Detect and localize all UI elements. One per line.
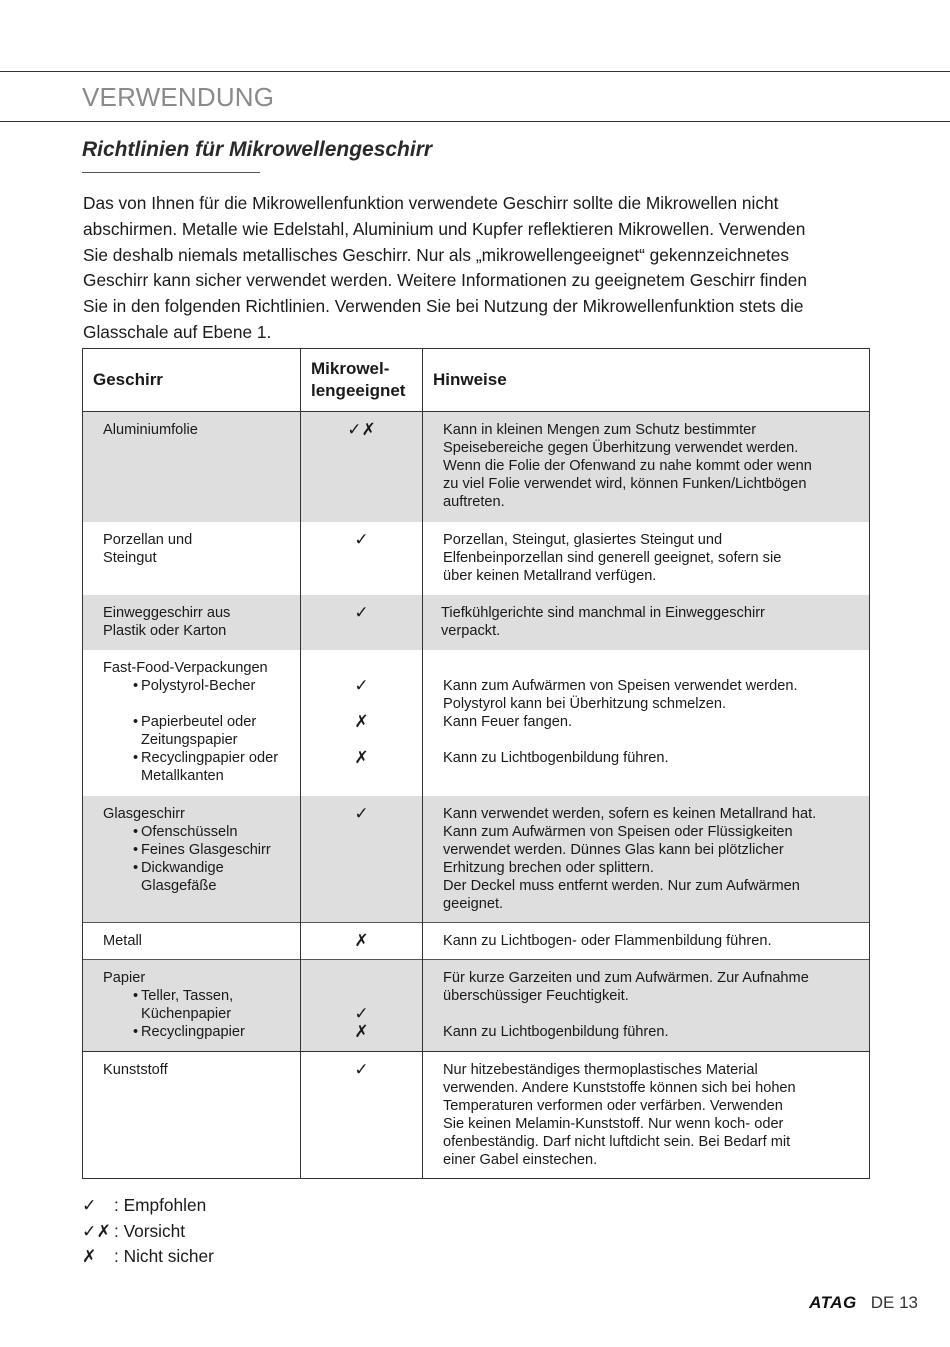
spacer: [301, 731, 422, 749]
cookware-label: Porzellan und: [103, 531, 193, 548]
cookware-bullet: • Teller, Tassen, Küchenpapier: [103, 987, 290, 1023]
notes-cell: [423, 412, 870, 522]
cookware-bullet: • Ofenschüsseln: [103, 823, 290, 841]
header-microwave-safe: [301, 349, 423, 412]
note-line: überschüssiger Feuchtigkeit.: [443, 988, 629, 1004]
recommended-mark: ✓: [354, 529, 369, 549]
header-bottom-rule: [0, 121, 950, 122]
spacer: [301, 969, 422, 987]
legend-label: : Nicht sicher: [114, 1246, 214, 1266]
notes-cell: [423, 522, 870, 595]
intro-line: Sie in den folgenden Richtlinien. Verwenden Sie bei Nutzung der Mikrowellenfunktion stets die: [83, 296, 804, 317]
table-row: [83, 522, 870, 595]
note-line: einer Gabel einstechen.: [443, 1152, 598, 1168]
cookware-cell: [83, 923, 301, 960]
intro-line: Sie deshalb niemals metallisches Geschirr. Nur als „mikrowellengeeignet“ gekennzeichnetes: [83, 244, 789, 265]
cookware-label: Plastik oder Karton: [103, 622, 227, 639]
note-line: verpackt.: [441, 622, 501, 639]
table-row: [83, 650, 870, 796]
note-line: Polystyrol kann bei Überhitzung schmelzen.: [443, 695, 727, 712]
cookware-bullet: • Recyclingpapier: [103, 1023, 290, 1041]
spacer: [103, 695, 290, 713]
subtitle-underline: [82, 172, 260, 173]
caution-mark: ✓✗: [347, 420, 376, 439]
intro-line: Das von Ihnen für die Mikrowellenfunktion verwendete Geschirr sollte die Mikrowellen nicht: [83, 193, 779, 213]
suitability-cell: [301, 1052, 423, 1179]
unsafe-mark: ✗: [354, 931, 369, 950]
table-row: [83, 412, 870, 522]
notes-cell: [423, 923, 870, 960]
intro-line: abschirmen. Metalle wie Edelstahl, Aluminium und Kupfer reflektieren Mikrowellen. Verwenden: [83, 218, 806, 239]
notes-cell: [423, 1052, 870, 1179]
spacer: [301, 695, 422, 713]
brand-logo: ATAG: [809, 1293, 857, 1312]
note-line: ofenbeständig. Darf nicht luftdicht sein. Bei Bedarf mit: [443, 1134, 791, 1150]
note-line: Speisebereiche gegen Überhitzung verwendet werden.: [443, 440, 799, 456]
note-line: Kann zu Lichtbogenbildung führen.: [443, 749, 669, 766]
unsafe-mark: ✗: [354, 747, 369, 767]
cookware-label: Glasgeschirr: [103, 805, 185, 822]
table-row: [83, 1052, 870, 1179]
legend: [82, 1193, 214, 1270]
table-row: [83, 796, 870, 923]
note-line: verwendet werden. Dünnes Glas kann bei plötzlicher: [443, 841, 784, 858]
note-line: Kann zum Aufwärmen von Speisen oder Flüssigkeiten: [443, 823, 793, 840]
page-number: DE 13: [870, 1293, 918, 1312]
note-line: Kann zum Aufwärmen von Speisen verwendet werden.: [443, 677, 798, 694]
suitability-cell: [301, 412, 423, 522]
subtitle: Richtlinien für Mikrowellengeschirr: [82, 138, 433, 161]
suitability-cell: [301, 522, 423, 595]
spacer: [443, 659, 859, 677]
note-line: Nur hitzebeständiges thermoplastisches Material: [443, 1062, 758, 1078]
note-line: Porzellan, Steingut, glasiertes Steingut und: [443, 531, 723, 548]
notes-cell: [423, 650, 870, 796]
note-line: zu viel Folie verwendet wird, können Funken/Lichtbögen: [443, 476, 807, 492]
note-line: Kann verwendet werden, sofern es keinen Metallrand hat.: [443, 805, 817, 822]
intro-paragraph: [83, 191, 873, 346]
spacer: [301, 987, 422, 1005]
notes-cell: [423, 960, 870, 1052]
note-line: auftreten.: [443, 494, 505, 510]
cookware-label: Einweggeschirr aus: [103, 604, 231, 621]
legend-row-recommended: [82, 1193, 214, 1219]
caution-mark: ✓✗: [82, 1220, 111, 1241]
note-line: Kann Feuer fangen.: [443, 713, 573, 730]
unsafe-mark: ✗: [354, 1022, 369, 1041]
note-line: verwenden. Andere Kunststoffe können sich bei hohen: [443, 1080, 796, 1096]
intro-line: Glasschale auf Ebene 1.: [83, 321, 272, 342]
notes-cell: [423, 595, 870, 650]
cookware-bullet: • Papierbeutel oder Zeitungspapier: [103, 713, 290, 749]
table-row: [83, 923, 870, 960]
recommended-mark: ✓: [354, 602, 369, 622]
intro-line: Geschirr kann sicher verwendet werden. Weitere Informationen zu geeignetem Geschirr finden: [83, 270, 807, 291]
unsafe-mark: ✗: [82, 1246, 97, 1266]
footer: [809, 1293, 918, 1313]
cookware-bullet: • Polystyrol-Becher: [103, 677, 290, 695]
spacer: [443, 731, 859, 749]
cookware-label: Papier: [103, 970, 146, 986]
cookware-cell: [83, 522, 301, 595]
note-line: Tiefkühlgerichte sind manchmal in Einweggeschirr: [441, 604, 765, 621]
notes-cell: [423, 796, 870, 923]
cookware-bullet: • Recyclingpapier oder Metallkanten: [103, 749, 290, 785]
note-line: über keinen Metallrand verfügen.: [443, 567, 657, 584]
recommended-mark: ✓: [354, 675, 369, 695]
cookware-label: Kunststoff: [103, 1062, 168, 1078]
note-line: Kann zu Lichtbogen- oder Flammenbildung führen.: [443, 933, 772, 949]
table-row: [83, 960, 870, 1052]
header-microwave-safe-line1: Mikrowel-: [311, 359, 390, 378]
legend-row-caution: [82, 1219, 214, 1245]
spacer: [301, 659, 422, 677]
note-line: Wenn die Folie der Ofenwand zu nahe kommt oder wenn: [443, 458, 812, 474]
cookware-guide-table: [82, 348, 870, 1179]
recommended-mark: ✓: [354, 1004, 369, 1023]
suitability-cell: [301, 595, 423, 650]
cookware-label: Steingut: [103, 549, 157, 566]
cookware-label: Fast-Food-Verpackungen: [103, 659, 268, 676]
note-line: Der Deckel muss entfernt werden. Nur zum Aufwärmen: [443, 877, 800, 894]
spacer: [443, 1005, 859, 1023]
legend-row-unsafe: [82, 1244, 214, 1270]
suitability-cell: [301, 650, 423, 796]
recommended-mark: ✓: [82, 1195, 97, 1215]
cookware-cell: [83, 650, 301, 796]
cookware-cell: [83, 595, 301, 650]
table-header-row: [83, 349, 870, 412]
cookware-label: Metall: [103, 933, 142, 949]
header-cookware: Geschirr: [83, 349, 301, 412]
note-line: Erhitzung brechen oder splittern.: [443, 859, 654, 876]
header-microwave-safe-line2: lengeeignet: [311, 381, 406, 400]
table-row: [83, 595, 870, 650]
cookware-bullet: • Dickwandige Glasgefäße: [103, 859, 290, 895]
note-line: Temperaturen verformen oder verfärben. Verwenden: [443, 1098, 783, 1114]
note-line: Kann in kleinen Mengen zum Schutz bestimmter: [443, 422, 757, 438]
section-title: VERWENDUNG: [82, 82, 275, 112]
cookware-cell: [83, 796, 301, 923]
note-line: Elfenbeinporzellan sind generell geeignet, sofern sie: [443, 549, 782, 566]
legend-label: : Vorsicht: [114, 1220, 186, 1241]
unsafe-mark: ✗: [354, 711, 369, 731]
cookware-bullet: • Feines Glasgeschirr: [103, 841, 290, 859]
legend-label: : Empfohlen: [114, 1195, 207, 1215]
note-line: Für kurze Garzeiten und zum Aufwärmen. Zur Aufnahme: [443, 970, 809, 986]
header-top-rule: [0, 71, 950, 72]
suitability-cell: [301, 796, 423, 923]
note-line: geeignet.: [443, 895, 504, 912]
suitability-cell: [301, 960, 423, 1052]
cookware-cell: [83, 1052, 301, 1179]
note-line: Kann zu Lichtbogenbildung führen.: [443, 1024, 669, 1040]
header-notes: Hinweise: [423, 349, 870, 412]
suitability-cell: [301, 923, 423, 960]
recommended-mark: ✓: [354, 1060, 369, 1079]
cookware-label: Aluminiumfolie: [103, 422, 198, 438]
note-line: Sie keinen Melamin-Kunststoff. Nur wenn koch- oder: [443, 1116, 784, 1132]
recommended-mark: ✓: [354, 803, 369, 823]
cookware-cell: [83, 412, 301, 522]
cookware-cell: [83, 960, 301, 1052]
